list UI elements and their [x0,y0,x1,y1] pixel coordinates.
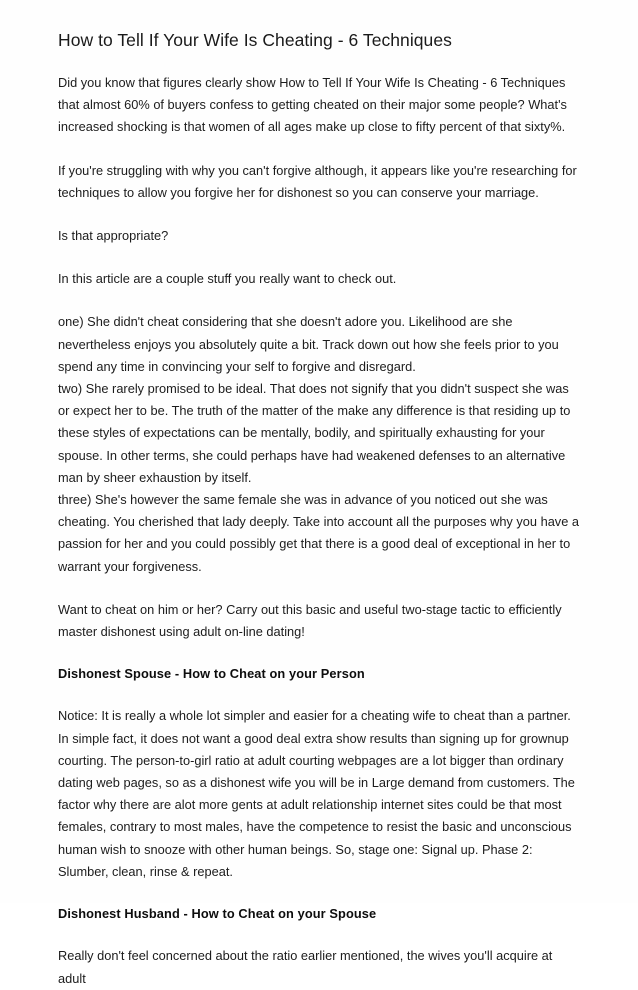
section-heading-dishonest-husband: Dishonest Husband - How to Cheat on your Spouse [58,906,377,922]
spacer [58,51,582,72]
section-heading-dishonest-spouse: Dishonest Spouse - How to Cheat on your Person [58,666,365,682]
spacer [58,290,582,311]
paragraph-intro: Did you know that figures clearly show How to Tell If Your Wife Is Cheating - 6 Techniques that almost 60% of buyers confess to getting cheated on their major some people? What's increased shocking is that women of all ages make up close to fifty percent of that sixty%. [58,75,567,135]
paragraph-question: Is that appropriate? [58,228,169,244]
spacer [58,247,582,268]
spacer [58,643,582,663]
numbered-list [58,311,582,577]
list-item-one: one) She didn't cheat considering that she doesn't adore you. Likelihood are she nevertheless enjoys you absolutely quite a bit. Track down out how she feels prior to you spend any time in convincing your self to forgive and disregard. [58,314,559,374]
spacer [58,883,582,903]
spacer [58,925,582,945]
paragraph-ratio: Really don't feel concerned about the ratio earlier mentioned, the wives you'll acquire at adult [58,948,553,986]
spacer [58,578,582,599]
paragraph-lead-in: In this article are a couple stuff you really want to check out. [58,271,397,287]
list-item-three: three) She's however the same female she was in advance of you noticed out she was cheating. You cherished that lady deeply. Take into account all the purposes why you have a passion for her and you could possibly get that there is a good deal of exceptional in her to warrant your forgiveness. [58,492,579,574]
spacer [58,139,582,160]
spacer [58,204,582,225]
page-title: How to Tell If Your Wife Is Cheating - 6 Techniques [58,30,452,50]
spacer [58,685,582,705]
document-body [58,0,582,990]
paragraph-notice: Notice: It is really a whole lot simpler and easier for a cheating wife to cheat than a partner. In simple fact, it does not want a good deal extra show results than signing up for grownup courting. The person-to-girl ratio at adult courting webpages are a lot bigger than ordinary dating web pages, so as a dishonest wife you will be in Large demand from customers. The factor why there are alot more gents at adult relationship internet sites could be that most females, contrary to most males, have the competence to resist the basic and unconscious human wish to snooze with other human beings. So, stage one: Signal up. Phase 2: Slumber, clean, rinse & repeat. [58,708,575,879]
paragraph-two-stage-tactic: Want to cheat on him or her? Carry out this basic and useful two-stage tactic to efficiently master dishonest using adult on-line dating! [58,601,562,640]
paragraph-struggling: If you're struggling with why you can't forgive although, it appears like you're researching for techniques to allow you forgive her for dishonest so you can conserve your marriage. [58,162,577,200]
list-item-two: two) She rarely promised to be ideal. That does not signify that you didn't suspect she was or expect her to be. The truth of the matter of the make any difference is that residing up to these styles of expectations can be mentally, bodily, and spiritually exhausting for your spouse. In other terms, she could perhaps have had weakened defenses to an alternative man by sheer exhaustion by itself. [58,381,571,485]
